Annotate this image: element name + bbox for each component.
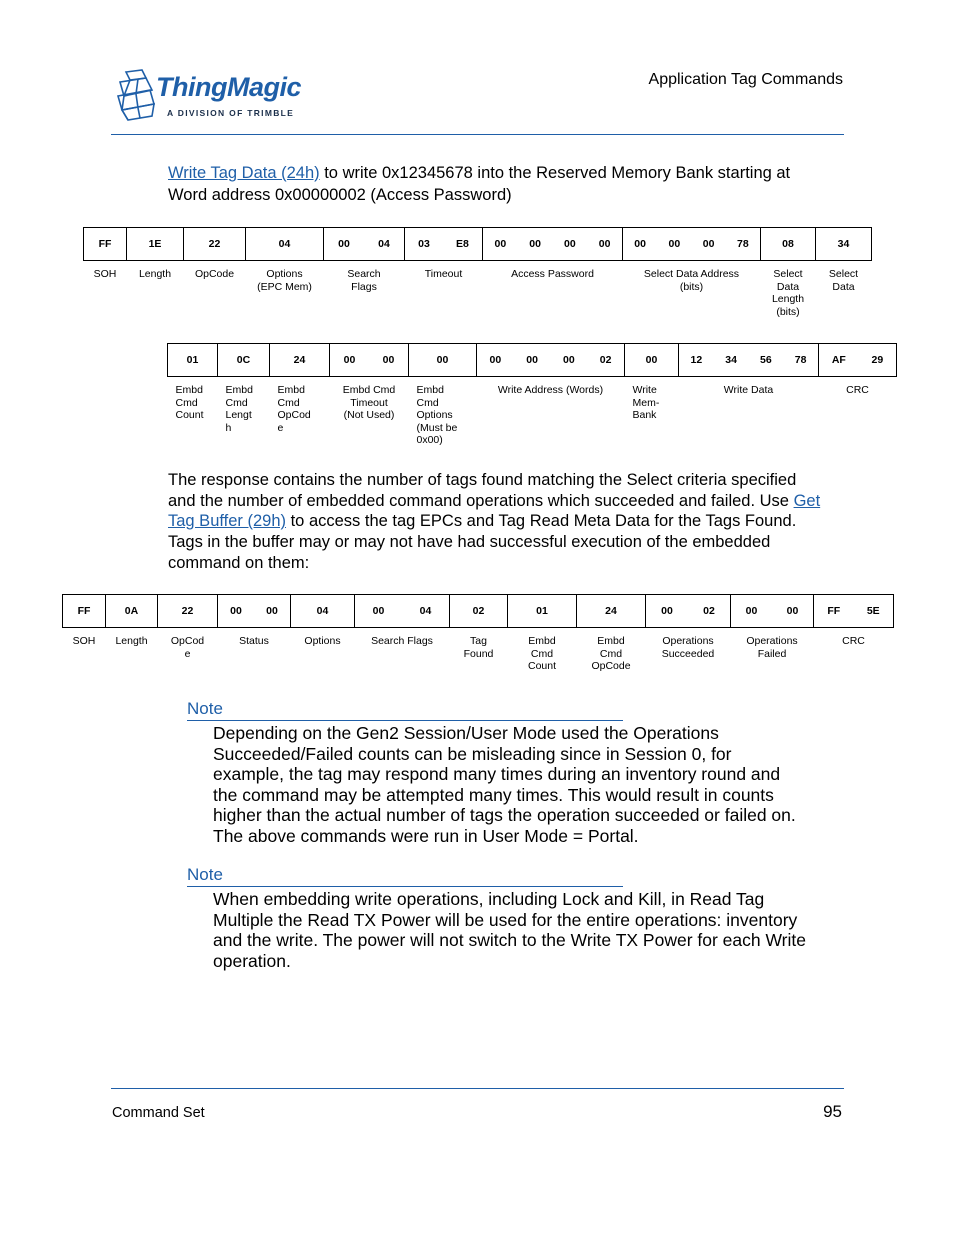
note-line-text: operation.: [213, 950, 291, 971]
byte-value: 01: [186, 354, 199, 366]
field-label: Embd Cmd OpCod e: [277, 384, 311, 434]
byte-value: 00: [668, 238, 681, 250]
byte-cell: [127, 228, 184, 261]
byte-value: 04: [419, 605, 432, 617]
byte-value: 00: [661, 605, 673, 617]
note-1-rule: [187, 720, 623, 721]
get-tag-buffer-link[interactable]: Get: [793, 491, 821, 510]
byte-value: 04: [278, 238, 291, 250]
byte-value: 00: [786, 605, 799, 617]
intro-text-2: Word address 0x00000002 (Access Password): [168, 185, 512, 204]
byte-value: 00: [529, 238, 541, 250]
logo-wordmark: ThingMagic: [156, 72, 301, 102]
byte-cell: [819, 344, 897, 377]
response-table: [62, 594, 894, 673]
byte-cell: [218, 344, 270, 377]
field-label: Select Data Length (bits): [771, 268, 805, 318]
field-label: CRC: [846, 384, 869, 396]
field-label: SOH: [72, 635, 96, 647]
byte-cell: [184, 228, 246, 261]
field-label: SOH: [93, 268, 117, 280]
byte-value: 22: [181, 605, 194, 617]
byte-cell: [168, 344, 218, 377]
thingmagic-logo-icon: [112, 68, 158, 124]
byte-value: 00: [634, 238, 646, 250]
field-label: Status: [239, 635, 269, 647]
field-label: Write Address (Words): [497, 384, 604, 396]
field-label: Length: [115, 635, 148, 647]
field-label: OpCode: [194, 268, 235, 280]
header-rule: [111, 134, 844, 135]
field-label: Write Data: [723, 384, 774, 396]
field-label: Embd Cmd Lengt h: [225, 384, 253, 434]
response-labels-row: [63, 628, 894, 673]
response-line-1: The response contains the number of tags found matching the Select criteria specified: [168, 471, 797, 489]
byte-cell: [483, 228, 623, 261]
intro-paragraph: [168, 163, 848, 205]
byte-value: 00: [338, 238, 350, 250]
byte-cell: [246, 228, 324, 261]
field-label: Embd Cmd Options (Must be 0x00): [416, 384, 458, 446]
byte-cell: [84, 228, 127, 261]
byte-value: 00: [494, 238, 507, 250]
response-line-5: command on them:: [168, 554, 310, 572]
footer-section: Command Set: [112, 1105, 205, 1121]
byte-cell: [625, 344, 679, 377]
byte-cell: [731, 595, 814, 628]
response-bytes-row: [63, 595, 894, 628]
byte-value: FF: [98, 238, 112, 250]
command-bytes-row: [84, 228, 872, 261]
field-label: Embd Cmd Count: [175, 384, 204, 421]
embedded-command-table: [167, 343, 897, 447]
section-title: Application Tag Commands: [648, 71, 843, 88]
note-line-text: Depending on the Gen2 Session/User Mode used the Operations: [213, 723, 719, 743]
byte-value: 00: [489, 354, 502, 366]
note-line-text: Multiple the Read TX Power will be used for the entire operations: inventory: [213, 909, 798, 930]
field-label: Options (EPC Mem): [257, 268, 312, 293]
field-label: Embd Cmd OpCode: [591, 635, 631, 672]
byte-value: 34: [725, 354, 737, 366]
field-label: Embd Cmd Timeout (Not Used): [342, 384, 396, 421]
byte-value: 00: [372, 605, 385, 617]
byte-cell: [106, 595, 158, 628]
byte-value: 78: [794, 354, 807, 366]
byte-value: 00: [230, 605, 242, 617]
byte-cell: [63, 595, 106, 628]
byte-value: 34: [837, 238, 850, 250]
byte-cell: [324, 228, 405, 261]
byte-value: 24: [605, 605, 617, 617]
field-label: Search Flags: [347, 268, 381, 293]
byte-value: E8: [456, 238, 469, 250]
byte-value: FF: [77, 605, 91, 617]
command-table: [83, 227, 872, 318]
note-line-text: the command may be attempted many times. This would result in counts: [213, 784, 774, 805]
field-label: Write Mem- Bank: [632, 384, 660, 421]
write-tag-data-link[interactable]: Write Tag Data (24h): [168, 164, 320, 182]
byte-cell: [409, 344, 477, 377]
field-label: Operations Failed: [746, 635, 798, 660]
logo-subtext: A DIVISION OF TRIMBLE: [167, 108, 295, 118]
byte-value: 0C: [236, 354, 251, 366]
byte-cell: [816, 228, 872, 261]
byte-cell: [450, 595, 508, 628]
byte-value: 00: [266, 605, 278, 617]
footer-rule: [111, 1088, 844, 1089]
byte-value: 04: [378, 238, 390, 250]
byte-value: 22: [208, 238, 221, 250]
byte-value: 29: [871, 354, 884, 366]
byte-cell: [291, 595, 355, 628]
byte-value: 00: [745, 605, 758, 617]
note-line-text: example, the tag may respond many times during an inventory round and: [213, 764, 781, 784]
embedded-bytes-row: [168, 344, 897, 377]
byte-value: 02: [599, 354, 612, 366]
byte-value: AF: [831, 354, 846, 366]
intro-text-1: to write 0x12345678 into the Reserved Memory Bank starting at: [319, 164, 791, 182]
get-tag-buffer-link-cont[interactable]: Tag Buffer (29h): [168, 512, 287, 530]
command-labels-row: [84, 261, 872, 319]
byte-value: 00: [343, 354, 356, 366]
field-label: Access Password: [511, 268, 594, 280]
byte-cell: [646, 595, 731, 628]
byte-value: 08: [782, 238, 794, 250]
byte-value: 04: [316, 605, 329, 617]
byte-cell: [270, 344, 330, 377]
byte-cell: [577, 595, 646, 628]
note-line-text: When embedding write operations, including Lock and Kill, in Read Tag: [213, 889, 765, 909]
note-2-body: [213, 889, 853, 971]
byte-value: 03: [418, 238, 430, 250]
note-line-text: higher than the actual number of tags the operation succeeded or failed on.: [213, 805, 796, 825]
byte-value: 1E: [148, 238, 162, 250]
byte-value: 00: [645, 354, 658, 366]
note-1-body: [213, 723, 853, 846]
byte-cell: [761, 228, 816, 261]
byte-cell: [477, 344, 625, 377]
byte-cell: [355, 595, 450, 628]
response-line-4: Tags in the buffer may or may not have had successful execution of the embedded: [168, 532, 771, 551]
byte-cell: [158, 595, 218, 628]
embedded-labels-row: [168, 377, 897, 447]
byte-value: 00: [382, 354, 395, 366]
response-line-3: to access the tag EPCs and Tag Read Meta Data for the Tags Found.: [286, 512, 797, 530]
byte-cell: [679, 344, 819, 377]
byte-value: 78: [737, 238, 749, 250]
byte-cell: [218, 595, 291, 628]
note-line-text: and the write. The power will not switch to the Write TX Power for each Write: [213, 930, 806, 950]
note-2-rule: [187, 886, 623, 887]
field-label: Timeout: [424, 268, 463, 280]
byte-value: FF: [827, 605, 841, 617]
byte-value: 5E: [866, 605, 880, 617]
logo: [112, 68, 312, 124]
field-label: Operations Succeeded: [661, 635, 715, 660]
byte-value: 00: [564, 238, 576, 250]
field-label: CRC: [842, 635, 865, 647]
field-label: Options: [304, 635, 341, 647]
byte-value: 00: [702, 238, 715, 250]
byte-value: 00: [526, 354, 538, 366]
byte-value: 02: [703, 605, 715, 617]
field-label: Length: [138, 268, 172, 280]
page-number: 95: [823, 1102, 842, 1121]
field-label: Tag Found: [463, 635, 494, 660]
byte-cell: [623, 228, 761, 261]
response-line-2: and the number of embedded command operations which succeeded and failed. Use: [168, 491, 794, 510]
byte-value: 0A: [124, 605, 139, 617]
byte-value: 00: [598, 238, 611, 250]
byte-value: 56: [760, 354, 772, 366]
note-line-text: Succeeded/Failed counts can be misleading since in Session 0, for: [213, 743, 732, 764]
field-label: Select Data: [828, 268, 859, 293]
byte-cell: [405, 228, 483, 261]
byte-value: 01: [536, 605, 548, 617]
field-label: Search Flags: [371, 635, 433, 647]
byte-value: 00: [563, 354, 575, 366]
byte-cell: [814, 595, 894, 628]
field-label: Select Data Address (bits): [643, 268, 740, 293]
field-label: Embd Cmd Count: [527, 635, 557, 672]
byte-cell: [508, 595, 577, 628]
response-paragraph: [168, 470, 858, 574]
byte-value: 02: [472, 605, 485, 617]
byte-value: 00: [436, 354, 449, 366]
note-1-heading: Note: [187, 699, 223, 718]
note-line-text: The above commands were run in User Mode = Portal.: [213, 825, 639, 846]
byte-value: 12: [690, 354, 703, 366]
field-label: OpCod e: [170, 635, 205, 660]
byte-value: 24: [293, 354, 306, 366]
byte-cell: [330, 344, 409, 377]
note-2-heading: Note: [187, 865, 223, 884]
